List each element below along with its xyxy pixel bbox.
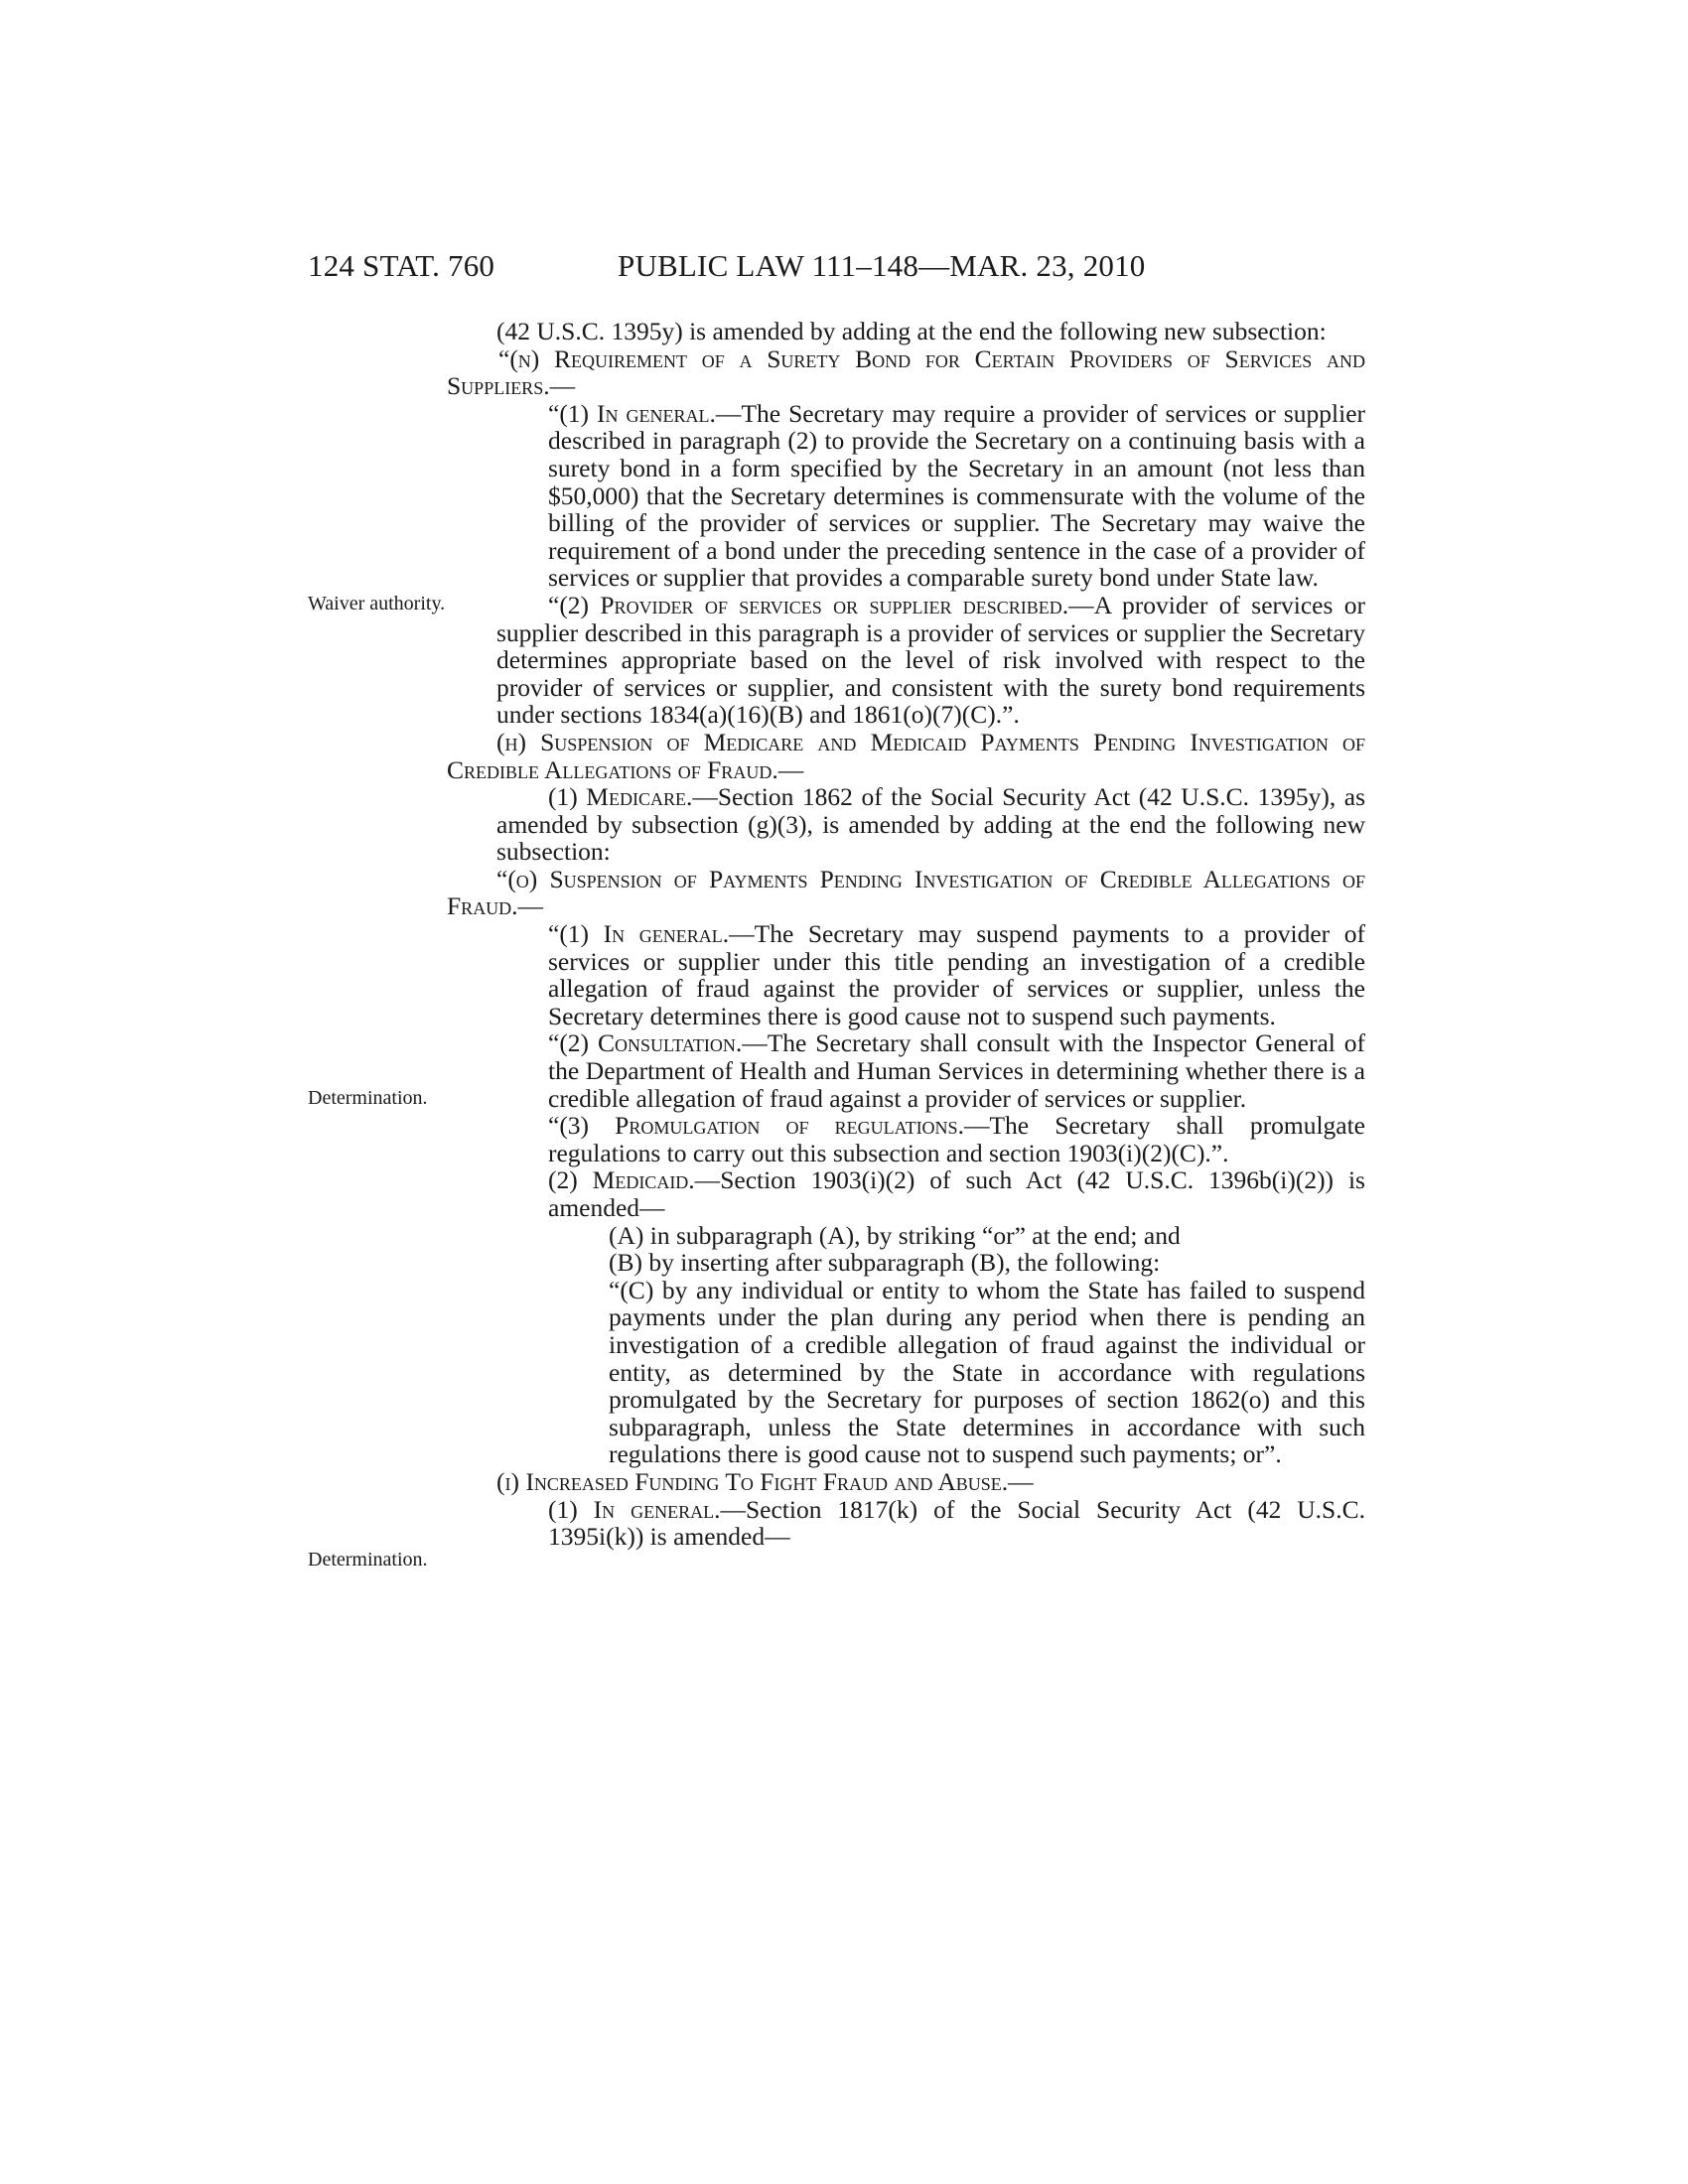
margin-note-determination-1: Determination. <box>308 1087 428 1109</box>
paragraph-i-1-lead: (1) In general.— <box>548 1494 746 1524</box>
statute-page-reference: 124 STAT. 760 <box>308 248 495 283</box>
paragraph-h-1 <box>496 783 1365 866</box>
paragraph-o-1-lead: “(1) In general.— <box>548 919 755 949</box>
paragraph-n-1 <box>496 400 1365 592</box>
subsection-i-heading <box>447 1468 1365 1496</box>
paragraph-h-2-lead: (2) Medicaid.— <box>548 1165 721 1195</box>
paragraph-n-2-text: A provider of services or supplier described in this paragraph is a provider of services or supplier the Secretary determines appropriate based on the level of risk involved with respect to the provider of services or supplier, and consistent with the surety bond requirements under sections 1834(a)(16)(B) and 1861(o)(7)(C).”. <box>496 590 1365 730</box>
paragraph-h-1-lead: (1) Medicare.— <box>548 782 718 812</box>
subsection-o-heading <box>447 866 1365 920</box>
paragraph-i-1 <box>496 1496 1365 1551</box>
paragraph-n-1-text: The Secretary may require a provider of services or supplier described in paragraph (2) to provide the Secretary on a continuing basis with a surety bond in a form specified by the Secretary in an amount (not less than $50,000) that the Secretary determines is commensurate with the volume of the billing of the provider of services or supplier. The Secretary may waive the requirement of a bond under the preceding sentence in the case of a provider of services or supplier that provides a comparable surety bond under State law. <box>548 398 1366 593</box>
paragraph-o-2-lead: “(2) Consultation.— <box>548 1028 768 1058</box>
paragraph-o-1 <box>496 920 1365 1029</box>
subsection-i-heading-text: (i) Increased Funding To Fight Fraud and Abuse.— <box>496 1466 1034 1496</box>
paragraph-o-3-lead: “(3) Promulgation of regulations.— <box>548 1111 990 1141</box>
paragraph-h-2-text: Section 1903(i)(2) of such Act (42 U.S.C. 1396b(i)(2)) is amended— <box>548 1165 1365 1222</box>
statute-body <box>447 317 1366 1552</box>
subsection-n-heading-text: “(n) Requirement of a Surety Bond for Certain Providers of Services and Suppliers.— <box>447 343 1365 401</box>
paragraph-o-2-text: The Secretary shall consult with the Inspector General of the Department of Health and Human Services in determining whether there is a credible allegation of fraud against a provider of services or supplier. <box>548 1028 1365 1113</box>
clause-h-2-A: (A) in subparagraph (A), by striking “or” at the end; and <box>609 1220 1181 1250</box>
clause-h-2-C: “(C) by any individual or entity to whom the State has failed to suspend payments under the plan during any period when there is pending an investigation of a credible allegation of fraud against the individual or entity, as determined by the State in accordance with regulations promulgated by the Secretary for purposes of section 1862(o) and this subparagraph, unless the State determines in accordance with such regulations there is good cause not to suspend such payments; or”. <box>609 1275 1365 1469</box>
paragraph-n-1-lead: “(1) In general.— <box>548 398 742 428</box>
subsection-o-heading-text: “(o) Suspension of Payments Pending Investigation of Credible Allegations of Fraud.— <box>447 864 1365 921</box>
public-law-title: PUBLIC LAW 111–148—MAR. 23, 2010 <box>618 248 1146 283</box>
subsection-h-heading-text: (h) Suspension of Medicare and Medicaid Payments Pending Investigation of Credible Allegations of Fraud.— <box>447 727 1365 784</box>
paragraph-o-2 <box>496 1029 1365 1112</box>
paragraph-n-2 <box>496 592 1365 729</box>
paragraph-n-2-lead: “(2) Provider of services or supplier described.— <box>548 590 1094 619</box>
paragraph-o-3-text: The Secretary shall promulgate regulations to carry out this subsection and section 1903(i)(2)(C).”. <box>548 1111 1365 1167</box>
margin-note-determination-2: Determination. <box>308 1549 428 1570</box>
paragraph-i-1-text: Section 1817(k) of the Social Security Act (42 U.S.C. 1395i(k)) is amended— <box>548 1494 1365 1552</box>
paragraph-h-1-text: Section 1862 of the Social Security Act (42 U.S.C. 1395y), as amended by subsection (g)(3), is amended by adding at the end the following new subsection: <box>496 782 1366 867</box>
subsection-n-heading <box>447 345 1365 400</box>
margin-note-waiver-authority: Waiver authority. <box>308 593 446 614</box>
paragraph-o-3 <box>496 1112 1365 1166</box>
paragraph-intro: (42 U.S.C. 1395y) is amended by adding at the end the following new subsection: <box>496 317 1327 345</box>
paragraph-h-2 <box>496 1166 1365 1221</box>
clause-h-2-B: (B) by inserting after subparagraph (B), the following: <box>609 1248 1161 1278</box>
paragraph-o-1-text: The Secretary may suspend payments to a provider of services or supplier under this title pending an investigation of a credible allegation of fraud against the provider of services or supplier, unless the Secretary determines there is good cause not to suspend such payments. <box>548 919 1365 1030</box>
subsection-h-heading <box>447 729 1365 783</box>
